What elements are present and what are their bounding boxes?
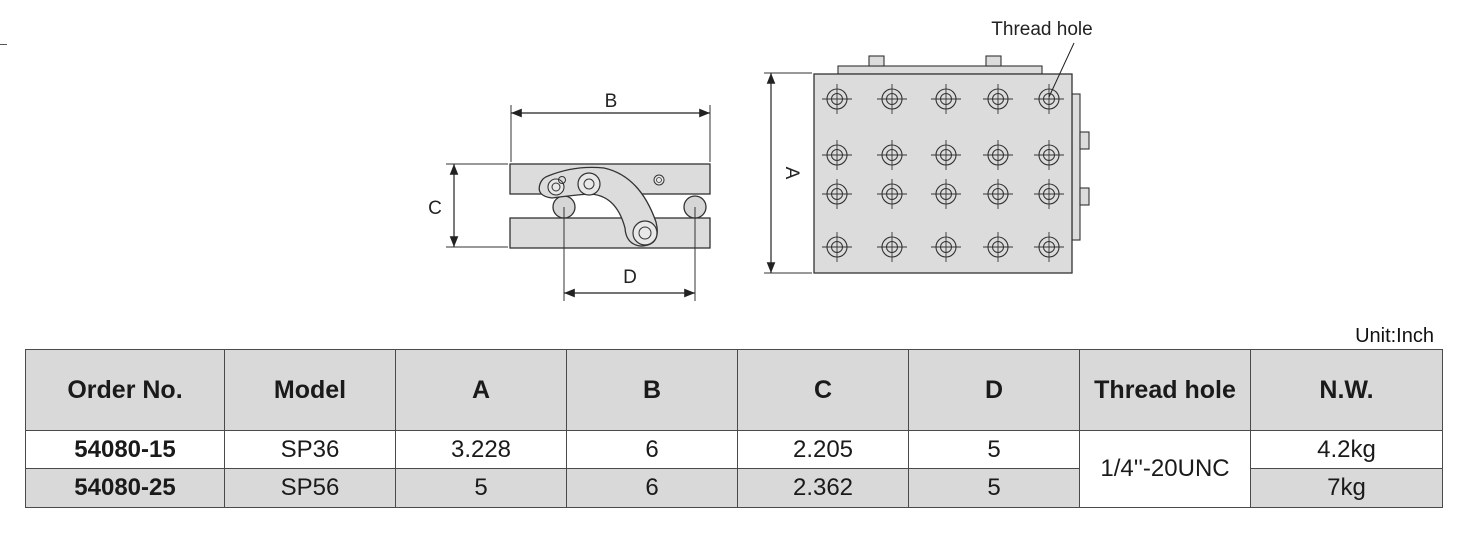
cell-d: 5 [909, 469, 1080, 508]
cell-nw: 7kg [1251, 469, 1443, 508]
unit-label: Unit:Inch [1355, 325, 1434, 347]
cell-model: SP36 [225, 431, 396, 469]
cell-model: SP56 [225, 469, 396, 508]
lower-plate [510, 218, 710, 248]
cell-a: 5 [396, 469, 567, 508]
header-order-no: Order No. [26, 350, 225, 431]
cell-order-no: 54080-15 [26, 431, 225, 469]
header-c: C [738, 350, 909, 431]
spec-table [25, 349, 1443, 508]
header-d: D [909, 350, 1080, 431]
cell-thread-hole: 1/4''-20UNC [1080, 431, 1251, 508]
cell-b: 6 [567, 431, 738, 469]
header-b: B [567, 350, 738, 431]
cell-b: 6 [567, 469, 738, 508]
cell-c: 2.362 [738, 469, 909, 508]
dim-label-a: A [780, 166, 802, 180]
top-view [764, 19, 1093, 273]
cell-d: 5 [909, 431, 1080, 469]
thread-hole-callout: Thread hole [991, 19, 1093, 40]
dim-label-d: D [623, 267, 637, 288]
table-header-row [26, 350, 1443, 431]
cell-c: 2.205 [738, 431, 909, 469]
header-thread-hole: Thread hole [1080, 350, 1251, 431]
dim-label-c: C [428, 198, 442, 219]
cell-order-no: 54080-25 [26, 469, 225, 508]
cell-a: 3.228 [396, 431, 567, 469]
side-view [428, 91, 710, 301]
header-nw: N.W. [1251, 350, 1443, 431]
table-row [26, 431, 1443, 469]
header-a: A [396, 350, 567, 431]
header-model: Model [225, 350, 396, 431]
cell-nw: 4.2kg [1251, 431, 1443, 469]
dim-label-b: B [604, 91, 618, 112]
